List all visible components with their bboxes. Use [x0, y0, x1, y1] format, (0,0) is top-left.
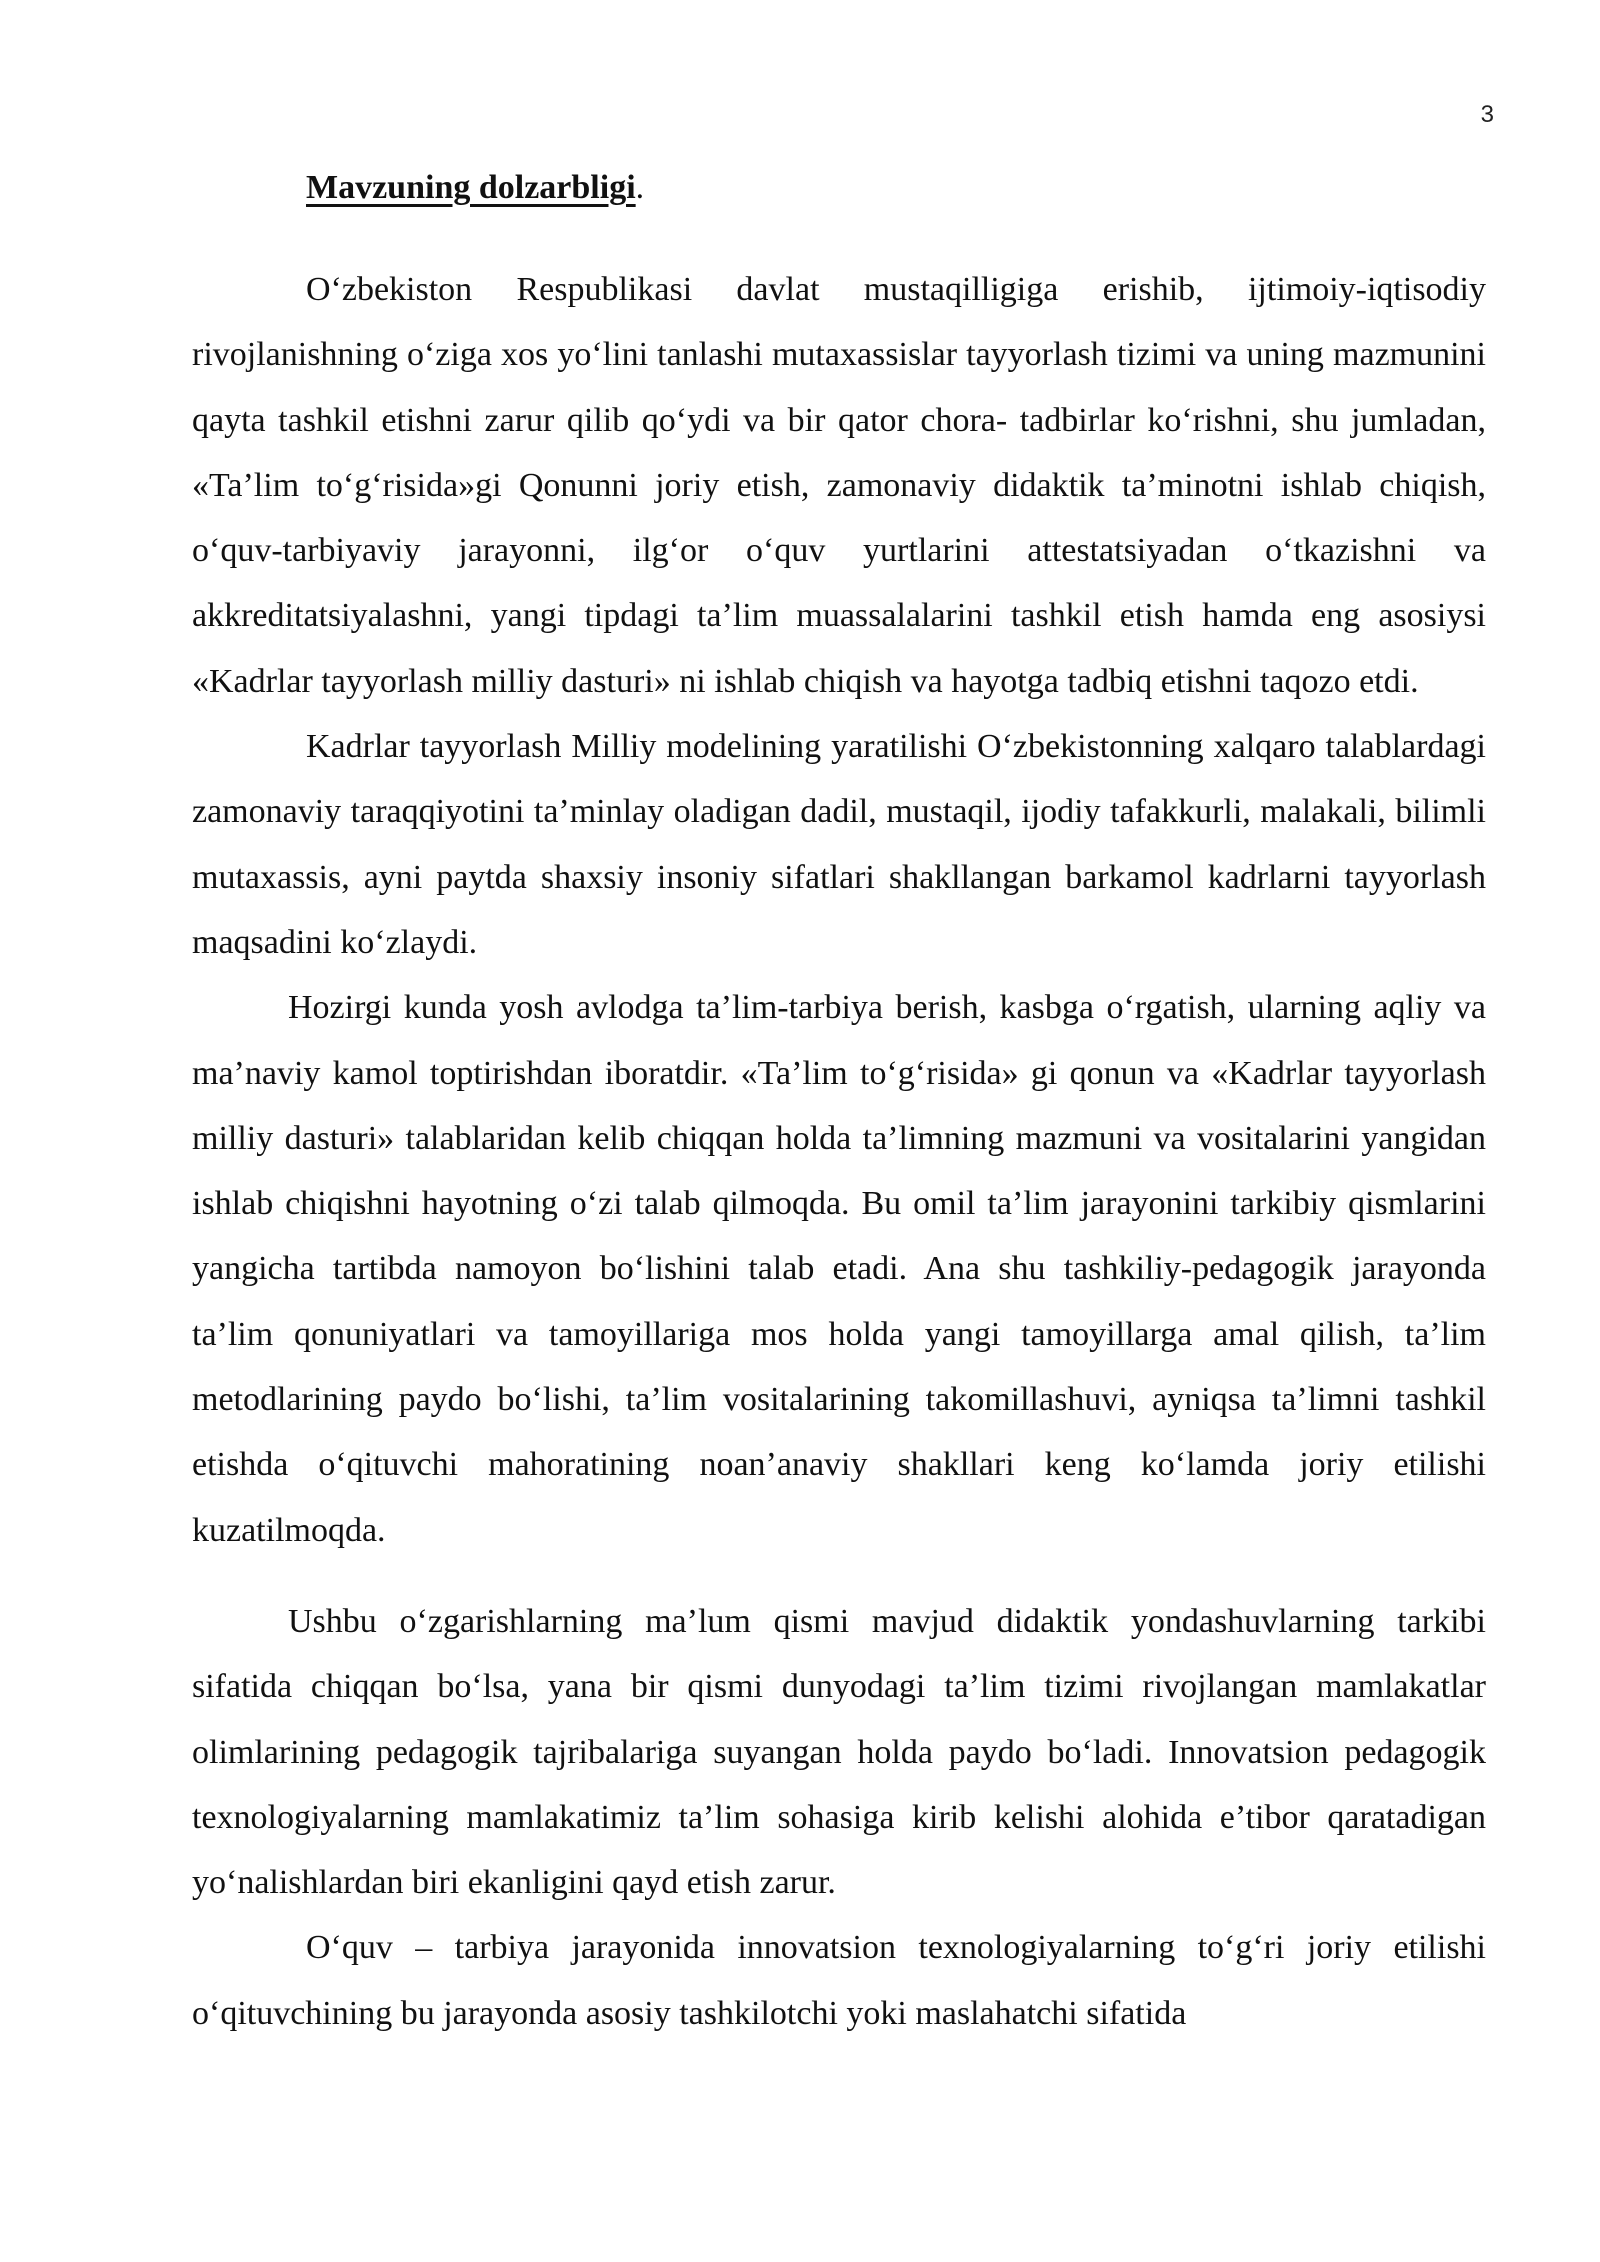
page-body — [192, 160, 1486, 2046]
section-heading-punctuation: . — [635, 169, 645, 206]
paragraph-innovative-technologies: Ushbu o‘zgarishlarning ma’lum qismi mavjud didaktik yondashuvlarning tarkibi sifatida chiqqan bo‘lsa, yana bir qismi dunyodagi ta’lim tizimi rivojlangan mamlakatlar olimlarining pedagogik tajribalariga suyangan holda paydo bo‘ladi. Innovatsion pedagogik texnologiyalarning mamlakatimiz ta’lim sohasiga kirib kelishi alohida e’tibor qaratadigan yo‘nalishlardan biri ekanligini qayd etish zarur. — [192, 1602, 1486, 1902]
paragraph-national-model: Kadrlar tayyorlash Milliy modelining yaratilishi O‘zbekistonning xalqaro talablardagi zamonaviy taraqqiyotini ta’minlay oladigan dadil, mustaqil, ijodiy tafakkurli, malakali, bilimli mutaxassis, ayni paytda shaxsiy insoniy sifatlari shakllangan barkamol kadrlarni tayyorlash maqsadini ko‘zlaydi. — [192, 728, 1486, 961]
page-number: 3 — [1480, 101, 1494, 128]
paragraph-independence-reform: O‘zbekiston Respublikasi davlat mustaqilligiga erishib, ijtimoiy-iqtisodiy rivojlanishning o‘ziga xos yo‘lini tanlashi mutaxassislar tayyorlash tizimi va uning mazmunini qayta tashkil etishni zarur qilib qo‘ydi va bir qator chora- tadbirlar ko‘rishni, shu jumladan, «Ta’lim to‘g‘risida»gi Qonunni joriy etish, zamonaviy didaktik ta’minotni ishlab chiqish, o‘quv-tarbiyaviy jarayonni, ilg‘or o‘quv yurtlarini attestatsiyadan o‘tkazishni va akkreditatsiyalashni, yangi tipdagi ta’lim muassalalarini tashkil etish hamda eng asosiysi «Kadrlar tayyorlash milliy dasturi» ni ishlab chiqish va hayotga tadbiq etishni taqozo etdi. — [192, 271, 1486, 700]
paragraph-teaching-process: O‘quv – tarbiya jarayonida innovatsion texnologiyalarning to‘g‘ri joriy etilishi o‘qituvchining bu jarayonda asosiy tashkilotchi yoki maslahatchi sifatida — [192, 1929, 1486, 2032]
paragraph-current-education: Hozirgi kunda yosh avlodga ta’lim-tarbiya berish, kasbga o‘rgatish, ularning aqliy va ma’naviy kamol toptirishdan iboratdir. «Ta’lim to‘g‘risida» gi qonun va «Kadrlar tayyorlash milliy dasturi» talablaridan kelib chiqqan holda ta’limning mazmuni va vositalarini yangidan ishlab chiqishni hayotning o‘zi talab qilmoqda. Bu omil ta’lim jarayonini tarkibiy qismlarini yangicha tartibda namoyon bo‘lishini talab etadi. Ana shu tashkiliy-pedagogik jarayonda ta’lim qonuniyatlari va tamoyillariga mos holda yangi tamoyillarga amal qilish, ta’lim metodlarining paydo bo‘lishi, ta’lim vositalarining takomillashuvi, ayniqsa ta’limni tashkil etishda o‘qituvchi mahoratining noan’anaviy shakllari keng ko‘lamda joriy etilishi kuzatilmoqda. — [192, 989, 1486, 1549]
section-heading — [192, 160, 1486, 215]
section-heading-text: Mavzuning dolzarbligi — [306, 169, 636, 206]
